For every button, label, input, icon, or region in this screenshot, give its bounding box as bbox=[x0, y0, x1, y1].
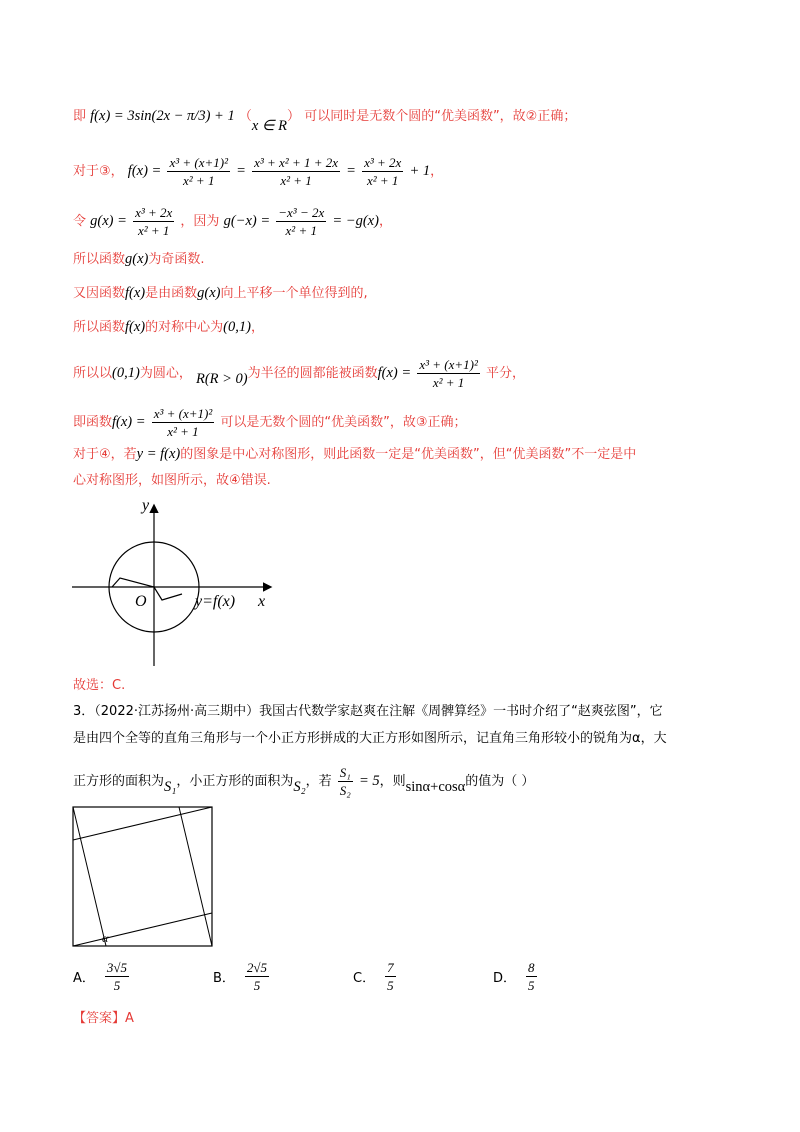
question-3-line-3: 正方形的面积为S₁，小正方形的面积为S₂，若 $\frac{\text{S₁}}{\text{S₂}}$ = 5，则sinα+cosα的值为（ ） bbox=[73, 765, 535, 798]
text-line-6: 所以函数f(x)的对称中心为(0,1)， bbox=[73, 319, 264, 335]
segment bbox=[73, 807, 212, 840]
segment bbox=[73, 913, 212, 946]
choice-b[interactable]: B． $\frac{2√5}{5}$ bbox=[213, 960, 268, 993]
text-line-5: 又因函数f(x)是由函数g(x)向上平移一个单位得到的, bbox=[73, 285, 368, 301]
fraction: $\frac{3√5}{5}$ bbox=[106, 960, 128, 993]
label-x: x bbox=[258, 593, 266, 610]
tilted-square bbox=[73, 807, 212, 946]
fraction: $\frac{\text{x³ + (x+1)²}}{\text{x² + 1}}$ bbox=[169, 155, 229, 188]
fraction: $\frac{\text{x³ + 2x}}{\text{x² + 1}}$ bbox=[364, 155, 402, 188]
text-line-9: 对于④，若y = f(x)的图象是中心对称图形，则此函数一定是“优美函数”，但“优美函数”不一定是中 bbox=[73, 446, 637, 462]
question-3-line-2: 是由四个全等的直角三角形与一个小正方形拼成的大正方形如图所示，记直角三角形较小的锐角为α，大 bbox=[73, 731, 667, 746]
label-o: O bbox=[135, 593, 147, 610]
text-line-11: 故选：C. bbox=[73, 678, 126, 693]
fraction: $\frac{\text{x³ + (x+1)²}}{\text{x² + 1}}$ bbox=[153, 406, 213, 439]
segment bbox=[73, 807, 106, 946]
label-alpha: α bbox=[102, 931, 109, 945]
text-line-10: 心对称图形，如图所示，故④错误. bbox=[73, 473, 271, 488]
label-y: y bbox=[142, 497, 150, 514]
fraction: $\frac{\text{x³ + 2x}}{\text{x² + 1}}$ bbox=[135, 205, 173, 238]
text-line-3: 令 g(x) = $\frac{\text{x³ + 2x}}{\text{x² + 1}}$ ，因为 g(−x) = $\frac{\text{−x³ − 2x}}{\text{x² + 1}}$ = −g(x)， bbox=[73, 205, 392, 238]
math-f-sin: f(x) = 3sin(2x − π/3) + 1 bbox=[90, 108, 235, 124]
big-square bbox=[73, 807, 212, 946]
choice-d[interactable]: D． $\frac{8}{5}$ bbox=[493, 960, 535, 993]
fraction: $\frac{2√5}{5}$ bbox=[246, 960, 268, 993]
segment bbox=[179, 807, 212, 946]
fraction: $\frac{7}{5}$ bbox=[387, 960, 394, 993]
zhao-shuang-diagram bbox=[72, 806, 214, 948]
choice-c[interactable]: C． $\frac{7}{5}$ bbox=[353, 960, 394, 993]
math-domain: x ∈ R bbox=[251, 118, 288, 134]
fraction: $\frac{\text{S₁}}{\text{S₂}}$ bbox=[339, 765, 351, 798]
graph-symmetric-circle bbox=[66, 494, 286, 670]
label-curve: y=f(x) bbox=[195, 593, 236, 610]
text-line-4: 所以函数g(x)为奇函数. bbox=[73, 251, 205, 267]
fraction: $\frac{\text{x³ + (x+1)²}}{\text{x² + 1}}$ bbox=[419, 357, 478, 390]
fraction: $\frac{\text{−x³ − 2x}}{\text{x² + 1}}$ bbox=[278, 205, 325, 238]
text-line-8: 即函数f(x) = $\frac{\text{x³ + (x+1)²}}{\text{x² + 1}}$ 可以是无数个圆的“优美函数”，故③正确； bbox=[73, 406, 467, 439]
text-line-2: 对于③， f(x) = $\frac{\text{x³ + (x+1)²}}{\text{x² + 1}}$ = $\frac{\text{x³ + x² + 1 + 2x}}{\text{x² + 1}}$ = $\frac{\text{x³ + 2x}}{\text{x² + 1}}$ + 1， bbox=[73, 155, 444, 188]
text-line-1: 即 f(x) = 3sin(2x − π/3) + 1 （x ∈ R） 可以同时是无数个圆的“优美函数”，故②正确； bbox=[73, 108, 577, 134]
fraction: $\frac{\text{x³ + x² + 1 + 2x}}{\text{x² + 1}}$ bbox=[254, 155, 339, 188]
question-3-line-1: 3．（2022·江苏扬州·高三期中）我国古代数学家赵爽在注解《周髀算经》一书时介绍了“赵爽弦图”，它 bbox=[73, 704, 663, 719]
fraction: $\frac{8}{5}$ bbox=[528, 960, 535, 993]
choice-a[interactable]: A． $\frac{3√5}{5}$ bbox=[73, 960, 128, 993]
text-line-7: 所以以(0,1)为圆心， R(R > 0)为半径的圆都能被函数f(x) = $\frac{\text{x³ + (x+1)²}}{\text{x² + 1}}$ 平分， bbox=[73, 357, 526, 390]
curve bbox=[112, 578, 182, 600]
small-square bbox=[91, 818, 167, 935]
answer-line: 【答案】A bbox=[73, 1011, 134, 1026]
